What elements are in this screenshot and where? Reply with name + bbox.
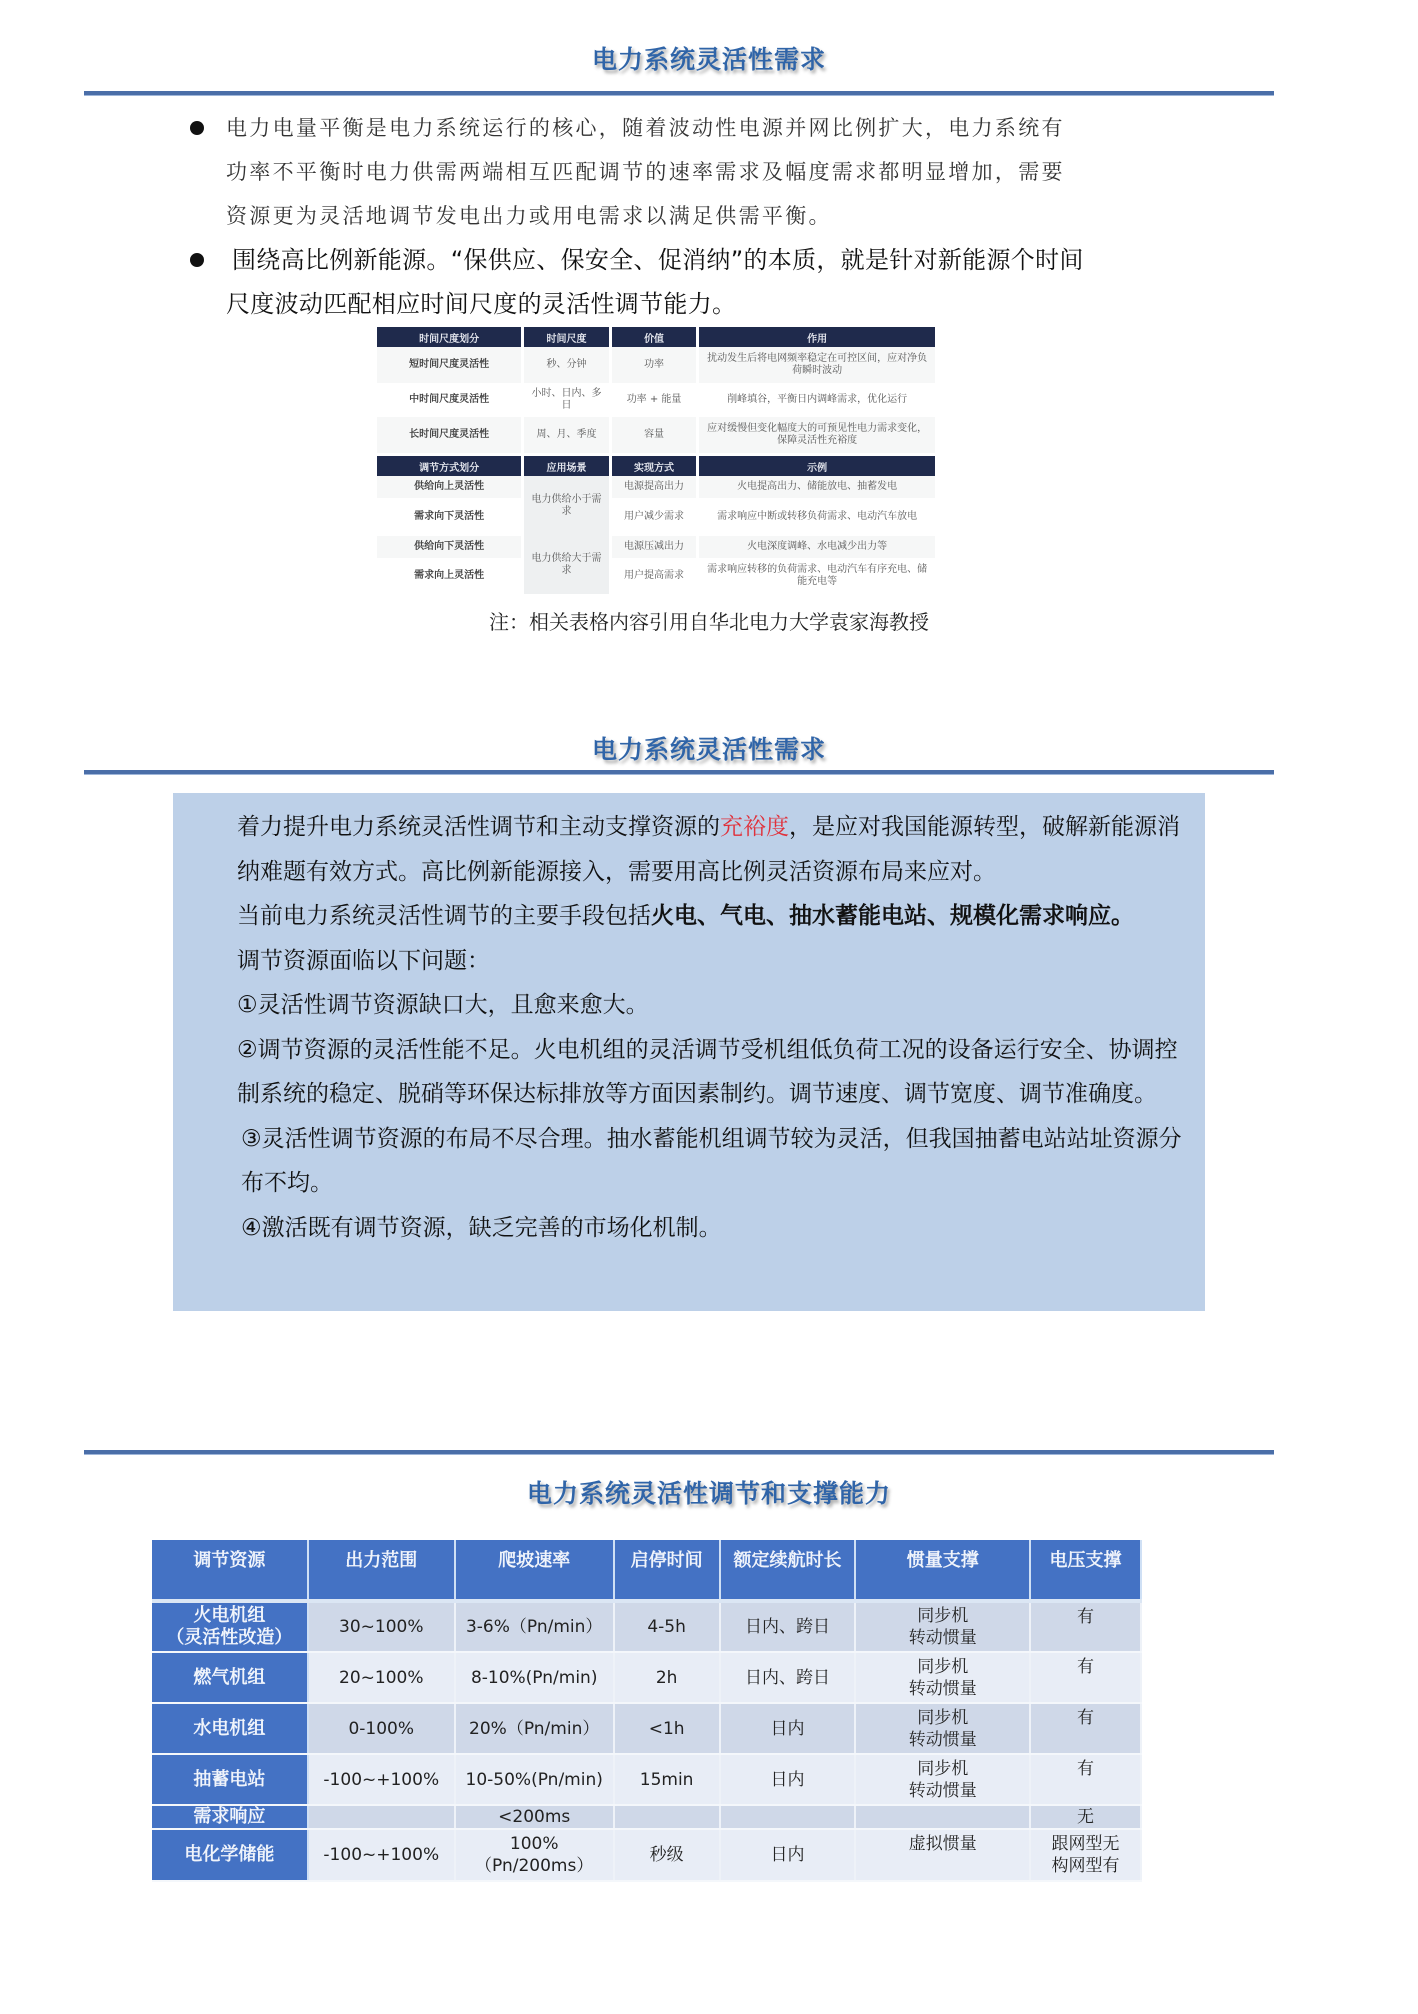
table-header: 启停时间 [614,1540,720,1601]
table-cell: 无 [1030,1805,1141,1829]
table-row [376,498,937,536]
table-cell: 功率 + 能量 [610,383,698,417]
table-row [376,558,937,594]
table-header: 调节方式划分 [376,456,523,476]
text: 火电机组 [193,1605,266,1626]
bold-text: 火电、气电、抽水蓄能电站、规模化需求响应。 [651,903,1134,929]
table-cell: 2h [614,1652,720,1703]
table-cell: -100~+100% [308,1829,455,1881]
table-cell: 火电提高出力、储能放电、抽蓄发电 [698,476,937,498]
text: 着力提升电力系统灵活性调节和主动支撑资源的 [237,814,720,840]
table-cell: 用户提高需求 [610,558,698,594]
table-cell: 日内 [720,1754,856,1805]
row-header: 需求响应 [152,1805,308,1829]
table-cell: 小时、日内、多日 [523,383,611,417]
table-cell: 需求响应转移的负荷需求、电动汽车有序充电、储能充电等 [698,558,937,594]
title-divider [84,91,1274,95]
table-cell: <200ms [455,1805,614,1829]
table-cell: 扰动发生后将电网频率稳定在可控区间，应对净负荷瞬时波动 [698,347,937,383]
paragraph: ③灵活性调节资源的布局不尽合理。抽水蓄能机组调节较为灵活，但我国抽蓄电站站址资源分布不均。 [241,1125,1182,1196]
table-cell [614,1805,720,1829]
table-header: 电压支撑 [1030,1540,1141,1601]
table-cell [720,1805,856,1829]
table-cell: 30~100% [308,1601,455,1652]
table-cell: 需求向上灵活性 [376,558,523,594]
table-cell: -100~+100% [308,1754,455,1805]
table-cell: 电源提高出力 [610,476,698,498]
table-cell: 10-50%(Pn/min) [455,1754,614,1805]
table-cell: 3-6%（Pn/min） [455,1601,614,1652]
paragraph: ④激活既有调节资源，缺乏完善的市场化机制。 [241,1214,722,1241]
bullet-item [190,106,1140,238]
table-cell: 秒、分钟 [523,347,611,383]
table-row [376,536,937,558]
paragraph: ①灵活性调节资源缺口大，且愈来愈大。 [237,992,649,1018]
text: 同步机 [917,1758,969,1779]
table-cell: 15min [614,1754,720,1805]
row-header: 抽蓄电站 [152,1754,308,1805]
bullet-dot-icon [190,121,204,135]
table-cell: 需求向下灵活性 [376,498,523,536]
table-header: 价值 [610,327,698,347]
table-cell: 0-100% [308,1703,455,1754]
table-cell [308,1805,455,1829]
highlight-text: 充裕度 [720,814,789,840]
bullet-dot-icon [190,253,204,267]
text: 转动惯量 [908,1780,977,1801]
title-divider [84,1450,1274,1454]
table-cell: 需求响应中断或转移负荷需求、电动汽车放电 [698,498,937,536]
table-cell: 4-5h [614,1601,720,1652]
bullet-item [190,238,1140,326]
problem-summary-box [173,793,1205,1311]
text: ，是应对我国能源转型，破解新能源消纳难题有效方式。高比例新能源接入，需要用高比例灵活资源布局来应对。 [237,814,1180,885]
text: 当前电力系统灵活性调节的主要手段包括 [237,903,651,929]
bullet-line: 电力电量平衡是电力系统运行的核心，随着波动性电源并网比例扩大，电力系统有 [226,116,1065,140]
text: （灵活性改造） [166,1627,293,1648]
text: 转动惯量 [908,1729,977,1750]
table-cell: 供给向下灵活性 [376,536,523,558]
table-row [152,1703,1141,1754]
table-header: 出力范围 [308,1540,455,1601]
section1-title: 电力系统灵活性需求 [591,45,826,74]
title-divider [84,770,1274,774]
table-row [152,1754,1141,1805]
bullet-line: 尺度波动匹配相应时间尺度的灵活性调节能力。 [226,290,737,318]
paragraph [181,894,1191,939]
paragraph [181,805,1191,894]
table-cell: 周、月、季度 [523,417,611,453]
bullet-line: 功率不平衡时电力供需两端相互匹配调节的速率需求及幅度需求都明显增加，需要 [226,160,1065,184]
text: 同步机 [917,1707,969,1728]
table-cell: 20~100% [308,1652,455,1703]
table-cell: 用户减少需求 [610,498,698,536]
section2-title: 电力系统灵活性需求 [591,735,826,764]
time-scale-table [374,327,938,453]
table-cell: 功率 [610,347,698,383]
table-cell: 容量 [610,417,698,453]
source-note: 注：相关表格内容引用自华北电力大学袁家海教授 [489,610,929,634]
row-header [152,1601,308,1652]
row-header: 水电机组 [152,1703,308,1754]
table-row [152,1805,1141,1829]
table-cell: 100%（Pn/200ms） [455,1829,614,1881]
text: 转动惯量 [908,1678,977,1699]
table-header: 应用场景 [523,456,611,476]
table-cell: 日内 [720,1829,856,1881]
text: 跟网型无 [1051,1834,1120,1854]
row-header: 电化学储能 [152,1829,308,1881]
text: 转动惯量 [908,1628,977,1648]
table-header: 作用 [698,327,937,347]
table-cell: 火电深度调峰、水电减少出力等 [698,536,937,558]
table-header-row [152,1540,1141,1601]
table-header: 爬坡速率 [455,1540,614,1601]
table-cell: 削峰填谷，平衡日内调峰需求，优化运行 [698,383,937,417]
section3-title: 电力系统灵活性调节和支撑能力 [526,1479,891,1508]
table-row [376,476,937,498]
paragraph: ②调节资源的灵活性能不足。火电机组的灵活调节受机组低负荷工况的设备运行安全、协调控制系统的稳定、脱硝等环保达标排放等方面因素制约。调节速度、调节宽度、调节准确度。 [237,1036,1178,1107]
table-cell: 电力供给大于需求 [523,536,611,594]
table-cell: 日内、跨日 [720,1652,856,1703]
table-header-row [376,327,937,347]
table-header: 示例 [698,456,937,476]
table-cell [1030,1829,1141,1881]
table-cell: 短时间尺度灵活性 [376,347,523,383]
table-cell: 日内、跨日 [720,1601,856,1652]
table-cell: 有 [1030,1703,1141,1754]
table-cell: 长时间尺度灵活性 [376,417,523,453]
table-cell: 有 [1030,1601,1141,1652]
table-cell: 供给向上灵活性 [376,476,523,498]
table-header: 实现方式 [610,456,698,476]
table-row [376,347,937,383]
table-header-row [376,456,937,476]
table-cell: 8-10%(Pn/min) [455,1652,614,1703]
text: 同步机 [917,1656,969,1677]
table-cell [855,1652,1030,1703]
table-row [152,1652,1141,1703]
bullet-line: 资源更为灵活地调节发电出力或用电需求以满足供需平衡。 [226,204,832,228]
text: 构网型有 [1051,1856,1120,1876]
table-cell: 应对缓慢但变化幅度大的可预见性电力需求变化，保障灵活性充裕度 [698,417,937,453]
table-row [152,1829,1141,1881]
table-row [376,417,937,453]
table-cell: <1h [614,1703,720,1754]
bullet-list [190,106,1140,326]
regulation-mode-table [374,456,938,594]
table-cell: 20%（Pn/min） [455,1703,614,1754]
table-cell: 日内 [720,1703,856,1754]
table-cell [855,1754,1030,1805]
table-row [376,383,937,417]
row-header: 燃气机组 [152,1652,308,1703]
paragraph: 调节资源面临以下问题： [237,947,490,974]
text: 同步机 [917,1606,969,1626]
table-cell: 虚拟惯量 [855,1829,1030,1881]
table-header: 时间尺度划分 [376,327,523,347]
table-cell: 电源压减出力 [610,536,698,558]
table-cell: 中时间尺度灵活性 [376,383,523,417]
table-header: 惯量支撑 [855,1540,1030,1601]
table-cell [855,1703,1030,1754]
table-cell: 电力供给小于需求 [523,476,611,536]
capability-table [152,1540,1142,1882]
table-header: 额定续航时长 [720,1540,856,1601]
table-cell [855,1601,1030,1652]
table-cell: 有 [1030,1652,1141,1703]
table-header: 时间尺度 [523,327,611,347]
table-cell: 秒级 [614,1829,720,1881]
table-row [152,1601,1141,1652]
table-cell [855,1805,1030,1829]
table-header: 调节资源 [152,1540,308,1601]
table-cell: 有 [1030,1754,1141,1805]
bullet-line: 围绕高比例新能源。“保供应、保安全、促消纳”的本质，就是针对新能源个时间 [232,246,1084,274]
